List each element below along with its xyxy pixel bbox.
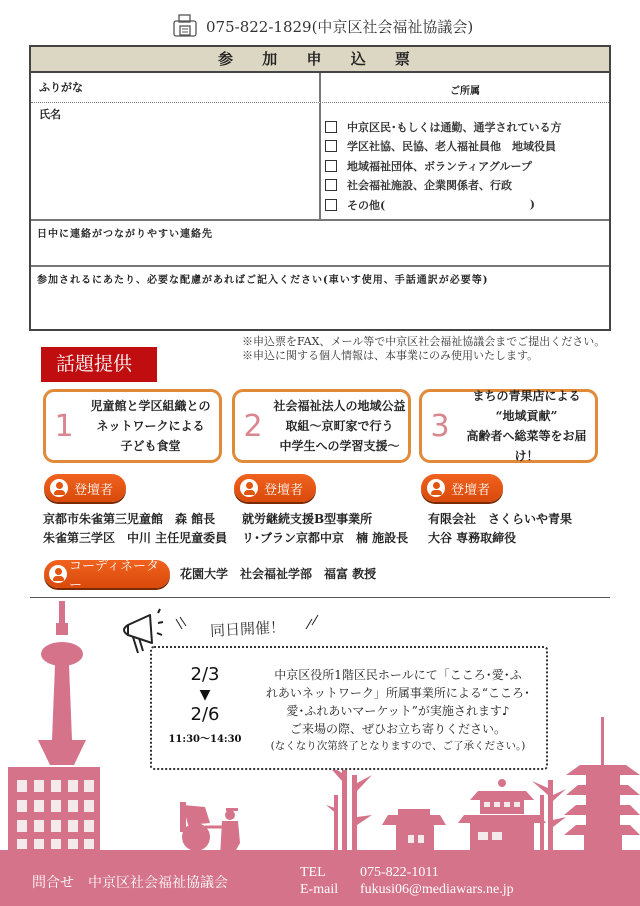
pagoda-icon <box>564 717 640 857</box>
affiliation-option[interactable] <box>325 176 609 196</box>
person-icon <box>49 565 67 583</box>
event-box <box>150 646 548 770</box>
event-time: 11:30～14:30 <box>168 734 242 745</box>
topic-line: 児童館と学区組織との <box>90 399 211 413</box>
checkbox[interactable] <box>325 121 337 133</box>
topic-number: 3 <box>430 408 450 444</box>
golden-pavilion-icon <box>458 779 546 857</box>
contact-footer <box>0 856 640 906</box>
kyoto-tower-icon <box>8 601 100 857</box>
note-line: ※申込票をFAX、メール等で中京区社会福祉協議会までご提出ください。 <box>242 335 606 348</box>
badge-label: 登壇者 <box>451 482 491 498</box>
checkbox[interactable] <box>325 199 337 211</box>
topic-card <box>419 389 598 463</box>
option-label: その他( <box>347 198 386 212</box>
topic-line: 子ども食堂 <box>120 439 181 453</box>
coordinator-info: 花園大学 社会福祉学部 福富 教授 <box>180 567 377 581</box>
option-label: 中京区民･もしくは通勤、通学されている方 <box>347 120 562 134</box>
checkbox[interactable] <box>325 140 337 152</box>
consideration-label: 参加されるにあたり、必要な配慮があればご記入ください(車いす使用、手話通訳が必要等) <box>37 275 489 286</box>
email-address[interactable]: fukusi06@mediawars.ne.jp <box>360 882 514 897</box>
affiliation-options <box>321 103 609 219</box>
person-icon <box>240 479 258 497</box>
contact-field[interactable] <box>31 221 609 267</box>
affiliation-label: ご所属 <box>450 86 480 97</box>
affiliation-option-other[interactable] <box>325 195 609 215</box>
furigana-field[interactable] <box>31 73 321 102</box>
checkbox[interactable] <box>325 179 337 191</box>
consideration-field[interactable] <box>31 267 609 325</box>
same-day-heading: 同日開催！ <box>209 618 286 640</box>
topic-number: 1 <box>54 408 74 444</box>
contact-label: 日中に連絡がつながりやすい連絡先 <box>37 229 213 240</box>
topic-line: 取組～京町家で行う <box>285 419 394 433</box>
topic-text <box>82 396 219 456</box>
topic-line: 中学生への学習支援～ <box>279 439 400 453</box>
fax-number-line <box>172 12 502 40</box>
speaker-line: リ･ブラン京都中京 楠 施設長 <box>242 531 409 545</box>
temple-gate-icon <box>382 809 446 857</box>
speaker-line: 有限会社 さくらいや青果 <box>428 512 573 526</box>
speaker-info <box>43 510 227 548</box>
down-arrow-icon: ▼ <box>199 687 211 703</box>
speaker-line: 朱雀第三学区 中川 主任児童委員 <box>43 531 228 545</box>
tel-number[interactable]: 075-822-1011 <box>360 865 439 880</box>
topic-line: まちの青果店による <box>472 389 581 403</box>
speaker-line: 大谷 専務取締役 <box>428 531 517 545</box>
event-dates <box>162 664 248 745</box>
topics-header: 話題提供 <box>41 347 157 382</box>
affiliation-option[interactable] <box>325 137 609 157</box>
name-field[interactable] <box>31 103 321 219</box>
event-line: ご来場の際、ぜひお立ち寄りください。 <box>289 722 506 736</box>
topic-line: “地域貢献” <box>495 409 558 423</box>
event-description <box>252 666 544 754</box>
speaker-line: 京都市朱雀第三児童館 森 館長 <box>43 512 216 526</box>
event-line: 愛･ふれあいマーケット”が実施されます♪ <box>286 704 510 718</box>
speaker-info <box>428 510 572 548</box>
note-line: ※申込に関する個人情報は、本事業にのみ使用いたします。 <box>242 349 539 362</box>
bamboo-icon <box>326 763 372 857</box>
name-label: 氏名 <box>39 108 61 121</box>
topic-line: 高齢者へ総菜等をお届け！ <box>466 429 587 463</box>
option-label: 社会福祉施設、企業関係者、行政 <box>347 179 512 193</box>
application-form <box>29 45 611 331</box>
fax-icon <box>172 14 198 38</box>
rickshaw-icon <box>180 802 240 857</box>
date-start: 2/3 <box>190 664 220 685</box>
option-label: 地域福祉団体、ボランティアグループ <box>347 159 532 173</box>
event-line: れあいネットワーク」所属事業所による“こころ･ <box>265 686 531 700</box>
speaker-line: 就労継続支援B型事業所 <box>242 512 373 526</box>
form-title: 参 加 申 込 票 <box>31 47 609 73</box>
date-end: 2/6 <box>190 704 220 725</box>
event-note: (なくなり次第終了となりますので、ご了承ください。) <box>270 740 526 752</box>
footer-contact <box>300 864 514 898</box>
person-icon <box>427 479 445 497</box>
person-icon <box>50 479 68 497</box>
other-close-paren: ) <box>529 198 535 212</box>
topic-text <box>271 396 408 456</box>
fax-text: 075-822-1829(中京区社会福祉協議会) <box>206 17 474 36</box>
submission-notes <box>242 335 605 363</box>
furigana-label: ふりがな <box>39 81 83 94</box>
affiliation-option[interactable] <box>325 156 609 176</box>
affiliation-option[interactable] <box>325 117 609 137</box>
tel-key: TEL <box>300 865 326 880</box>
speaker-badge <box>234 474 316 502</box>
badge-label: 登壇者 <box>264 482 304 498</box>
speaker-badge <box>44 474 126 502</box>
badge-label: 登壇者 <box>74 482 114 498</box>
topic-number: 2 <box>243 408 263 444</box>
topic-line: 社会福祉法人の地域公益 <box>273 399 406 413</box>
topic-card <box>232 389 411 463</box>
event-line: 中京区役所1階区民ホールにて「こころ･愛･ふ <box>274 668 522 682</box>
topic-line: ネットワークによる <box>96 419 205 433</box>
option-label: 学区社協、民協、老人福祉員他 地域役員 <box>347 140 556 154</box>
speaker-badge <box>421 474 503 502</box>
coordinator-badge <box>44 559 170 593</box>
checkbox[interactable] <box>325 160 337 172</box>
speaker-info <box>242 510 408 548</box>
topic-card <box>43 389 222 463</box>
topic-text <box>458 386 595 466</box>
footer-label: 問合せ 中京区社会福祉協議会 <box>32 875 228 891</box>
email-key: E-mail <box>300 882 339 897</box>
badge-label: コーディネーター <box>69 559 159 593</box>
